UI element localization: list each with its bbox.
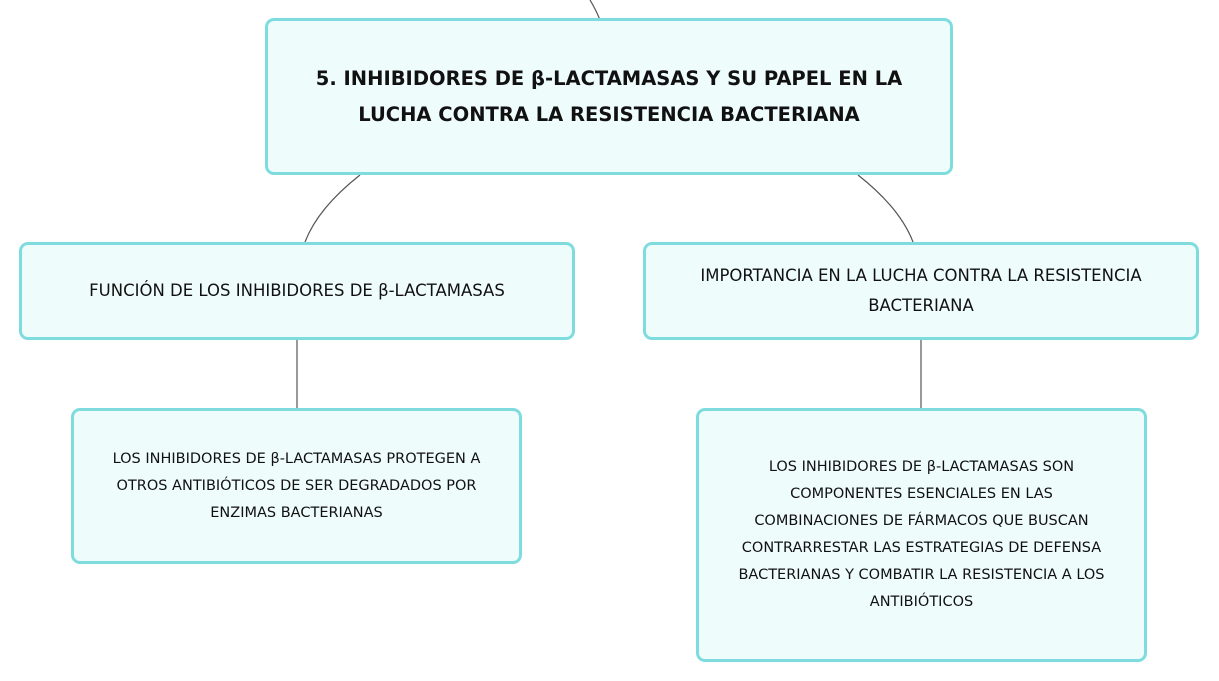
connector-root-to-right-branch [858, 175, 913, 242]
detail-funcion-node[interactable] [71, 408, 522, 564]
subtopic-importancia-text: IMPORTANCIA EN LA LUCHA CONTRA LA RESISTENCIA BACTERIANA [700, 266, 1142, 315]
detail-funcion-text: LOS INHIBIDORES DE β-LACTAMASAS PROTEGEN A OTROS ANTIBIÓTICOS DE SER DEGRADADOS POR ENZIMAS BACTERIANAS [112, 450, 481, 521]
root-topic-text: 5. INHIBIDORES DE β-LACTAMASAS Y SU PAPEL EN LA LUCHA CONTRA LA RESISTENCIA BACTERIANA [315, 66, 903, 126]
subtopic-funcion-node[interactable] [19, 242, 575, 340]
detail-importancia-node[interactable] [696, 408, 1147, 662]
connector-parent-to-root [590, 0, 600, 20]
subtopic-importancia-node[interactable] [643, 242, 1199, 340]
detail-importancia-text: LOS INHIBIDORES DE β-LACTAMASAS SON COMPONENTES ESENCIALES EN LAS COMBINACIONES DE FÁRMACOS QUE BUSCAN CONTRARRESTAR LAS ESTRATEGIAS DE DEFENSA BACTERIANAS Y COMBATIR LA RESISTENCIA A LOS ANTIBIÓTICOS [738, 459, 1105, 610]
connector-root-to-left-branch [305, 175, 360, 242]
subtopic-funcion-text: FUNCIÓN DE LOS INHIBIDORES DE β-LACTAMASAS [89, 281, 505, 300]
root-topic-node[interactable] [265, 18, 953, 175]
